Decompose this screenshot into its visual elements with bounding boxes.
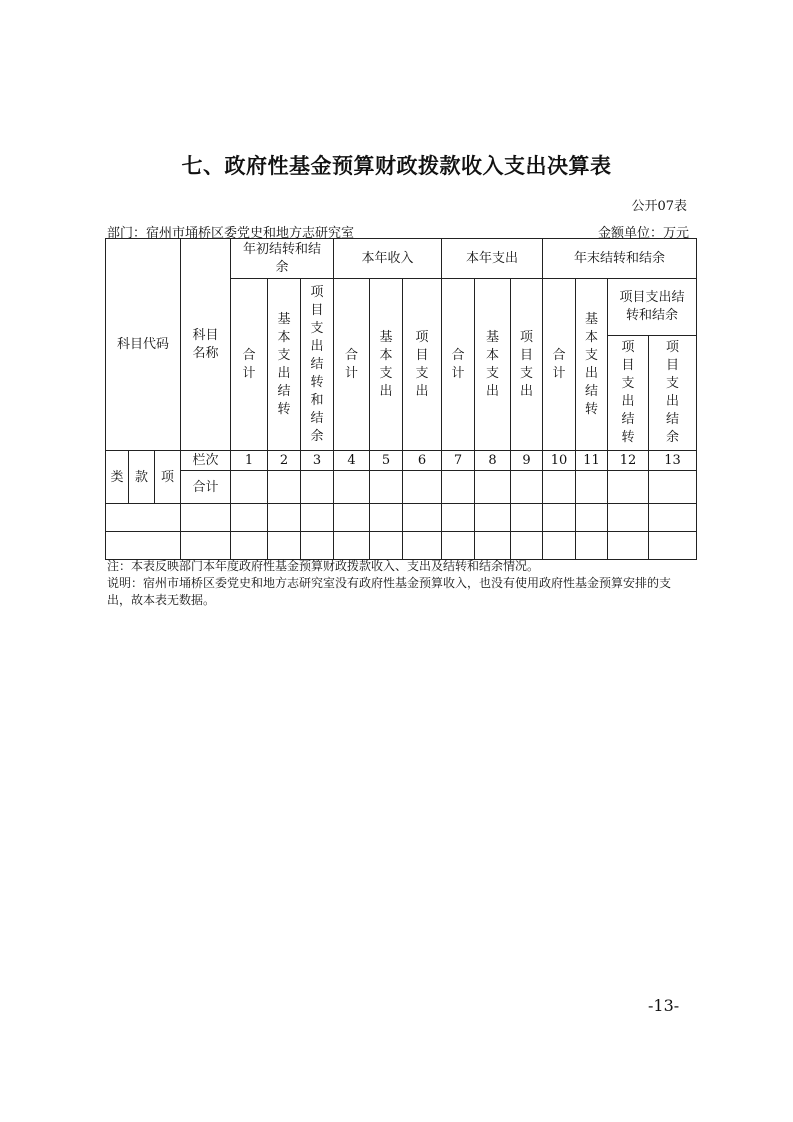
table-cell (511, 471, 543, 504)
table-cell (576, 471, 608, 504)
opening-total-text: 合计 (242, 347, 256, 381)
table-cell (181, 504, 231, 532)
closing-project-group-header (608, 279, 697, 336)
table-cell (442, 532, 475, 560)
table-cell (334, 532, 370, 560)
income-basic-text: 基本支出 (379, 329, 393, 399)
table-cell (301, 504, 334, 532)
table-cell (268, 471, 301, 504)
table-cell (231, 471, 268, 504)
income-basic-header (370, 279, 403, 451)
code-lei: 类 (106, 451, 129, 504)
col-number: 8 (475, 451, 511, 471)
col-number: 9 (511, 451, 543, 471)
opening-total-header (231, 279, 268, 451)
col-number: 10 (543, 451, 576, 471)
table-row (106, 504, 697, 532)
table-cell (403, 532, 442, 560)
expense-project-text: 项目支出 (520, 329, 534, 399)
table-cell (649, 504, 697, 532)
income-project-text: 项目支出 (415, 329, 429, 399)
table-cell (334, 504, 370, 532)
table-cell (106, 504, 181, 532)
table-cell (475, 532, 511, 560)
expense-project-header (511, 279, 543, 451)
table-cell (181, 532, 231, 560)
table-row (106, 532, 697, 560)
col-number: 6 (403, 451, 442, 471)
income-total-text: 合计 (345, 347, 359, 381)
col-number: 4 (334, 451, 370, 471)
closing-project-balance-header (649, 336, 697, 451)
unit-label: 金额单位：万元 (597, 226, 689, 241)
table-cell (231, 532, 268, 560)
expense-header: 本年支出 (442, 239, 543, 279)
income-total-header (334, 279, 370, 451)
col-number: 11 (576, 451, 608, 471)
table-cell (608, 532, 649, 560)
col-number: 5 (370, 451, 403, 471)
table-cell (511, 532, 543, 560)
opening-balance-text: 年初结转和结余 (243, 241, 322, 275)
table-cell (370, 532, 403, 560)
opening-balance-header (231, 239, 334, 279)
table-cell (543, 504, 576, 532)
closing-basic-text: 基本支出结转 (585, 311, 599, 417)
table-cell (403, 504, 442, 532)
code-xiang: 项 (155, 451, 181, 504)
closing-total-header (543, 279, 576, 451)
table-cell (301, 471, 334, 504)
table-cell (475, 471, 511, 504)
opening-project-text: 项目支出结转和结余 (310, 284, 324, 444)
code-kuan: 款 (129, 451, 155, 504)
col-number: 2 (268, 451, 301, 471)
table-cell (403, 471, 442, 504)
table-cell (370, 471, 403, 504)
form-code: 公开07表 (631, 199, 687, 214)
subject-name-header (181, 239, 231, 451)
table-cell (334, 471, 370, 504)
total-row (106, 471, 697, 504)
total-row-label: 合计 (181, 471, 231, 504)
col-index-label: 栏次 (181, 451, 231, 471)
table-cell (442, 471, 475, 504)
col-number: 13 (649, 451, 697, 471)
opening-basic-header (268, 279, 301, 451)
closing-project-balance-text: 项目支出结余 (666, 340, 680, 445)
table-cell (370, 504, 403, 532)
table-cell (576, 504, 608, 532)
table-cell (106, 532, 181, 560)
table-cell (608, 471, 649, 504)
expense-total-header (442, 279, 475, 451)
note-text: 注：本表反映部门本年度政府性基金预算财政拨款收入、支出及结转和结余情况。 (107, 559, 540, 573)
table-cell (231, 504, 268, 532)
table-cell (511, 504, 543, 532)
table-cell (301, 532, 334, 560)
notes (107, 558, 692, 609)
closing-balance-header: 年末结转和结余 (543, 239, 697, 279)
explanation-text: 说明：宿州市埇桥区委党史和地方志研究室没有政府性基金预算收入，也没有使用政府性基金预算安排的支出，故本表无数据。 (107, 576, 672, 607)
expense-basic-text: 基本支出 (486, 329, 500, 399)
table-cell (543, 471, 576, 504)
closing-project-group-text: 项目支出结转和结余 (619, 290, 685, 323)
table-cell (649, 471, 697, 504)
col-number: 1 (231, 451, 268, 471)
closing-project-carry-text: 项目支出结转 (621, 340, 635, 445)
table-cell (442, 504, 475, 532)
table-cell (268, 532, 301, 560)
subject-name-text: 科目名称 (192, 327, 219, 361)
page-number: -13- (648, 996, 680, 1015)
closing-total-text: 合计 (552, 347, 566, 381)
col-number: 7 (442, 451, 475, 471)
expense-basic-header (475, 279, 511, 451)
income-project-header (403, 279, 442, 451)
closing-basic-header (576, 279, 608, 451)
table-cell (543, 532, 576, 560)
opening-basic-text: 基本支出结转 (277, 311, 291, 417)
table-cell (608, 504, 649, 532)
expense-total-text: 合计 (451, 347, 465, 381)
closing-project-carry-header (608, 336, 649, 451)
opening-project-header (301, 279, 334, 451)
table-cell (649, 532, 697, 560)
page-title: 七、政府性基金预算财政拨款收入支出决算表 (181, 154, 612, 178)
col-number: 3 (301, 451, 334, 471)
table-cell (576, 532, 608, 560)
budget-table (105, 238, 697, 560)
subject-code-header: 科目代码 (106, 239, 181, 451)
table-cell (475, 504, 511, 532)
income-header: 本年收入 (334, 239, 442, 279)
table-cell (268, 504, 301, 532)
department-label: 部门：宿州市埇桥区委党史和地方志研究室 (107, 226, 355, 241)
col-number: 12 (608, 451, 649, 471)
